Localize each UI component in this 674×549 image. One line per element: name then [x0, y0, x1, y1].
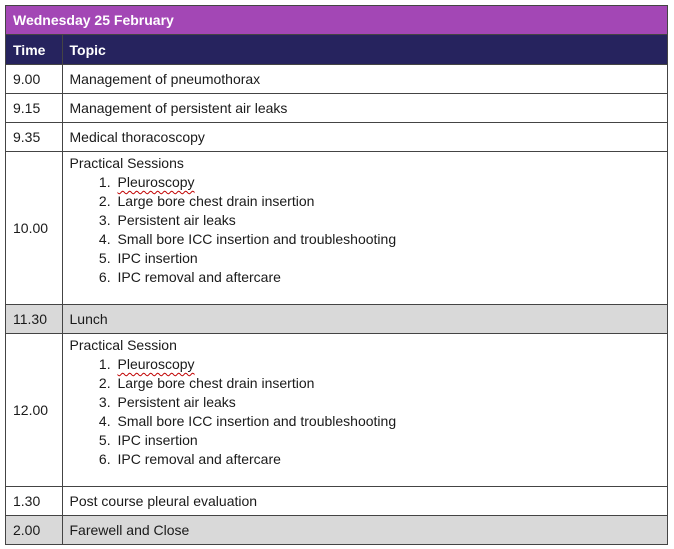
- time-cell: 1.30: [6, 487, 62, 516]
- topic-cell: Management of pneumothorax: [62, 65, 667, 94]
- time-cell: 9.35: [6, 123, 62, 152]
- table-row: [6, 123, 667, 152]
- list-item: 5. IPC insertion: [115, 249, 661, 268]
- list-item: 3. Persistent air leaks: [115, 393, 661, 412]
- topic-cell: [62, 152, 667, 305]
- list-item: 1. Pleuroscopy: [115, 355, 661, 374]
- time-cell: 11.30: [6, 305, 62, 334]
- list-item: 4. Small bore ICC insertion and troubleshooting: [115, 412, 661, 431]
- topic-cell: Post course pleural evaluation: [62, 487, 667, 516]
- time-cell: 9.00: [6, 65, 62, 94]
- list-item: 6. IPC removal and aftercare: [115, 268, 661, 287]
- table-row: [6, 516, 667, 545]
- session-heading: Practical Sessions: [69, 155, 184, 171]
- time-column-header: Time: [6, 35, 62, 65]
- table-row: [6, 487, 667, 516]
- topic-cell: Management of persistent air leaks: [62, 94, 667, 123]
- table-row: [6, 65, 667, 94]
- table-row: [6, 334, 667, 487]
- topic-cell: [62, 334, 667, 487]
- table-row: [6, 94, 667, 123]
- list-item: 2. Large bore chest drain insertion: [115, 374, 661, 393]
- time-cell: 10.00: [6, 152, 62, 305]
- time-cell: 12.00: [6, 334, 62, 487]
- time-cell: 9.15: [6, 94, 62, 123]
- list-item: 1. Pleuroscopy: [115, 173, 661, 192]
- topic-cell: Medical thoracoscopy: [62, 123, 667, 152]
- session-heading: Practical Session: [69, 337, 177, 353]
- list-item: 5. IPC insertion: [115, 431, 661, 450]
- list-item: 2. Large bore chest drain insertion: [115, 192, 661, 211]
- schedule-table: [6, 35, 667, 544]
- session-list: [70, 355, 661, 469]
- list-item: 3. Persistent air leaks: [115, 211, 661, 230]
- header-row: [6, 35, 667, 65]
- topic-cell: Lunch: [62, 305, 667, 334]
- session-list: [70, 173, 661, 287]
- schedule-table-frame: [5, 5, 668, 545]
- topic-column-header: Topic: [62, 35, 667, 65]
- time-cell: 2.00: [6, 516, 62, 545]
- topic-cell: Farewell and Close: [62, 516, 667, 545]
- table-row: [6, 152, 667, 305]
- list-item: 6. IPC removal and aftercare: [115, 450, 661, 469]
- day-banner: Wednesday 25 February: [6, 6, 667, 35]
- list-item: 4. Small bore ICC insertion and troubleshooting: [115, 230, 661, 249]
- table-row: [6, 305, 667, 334]
